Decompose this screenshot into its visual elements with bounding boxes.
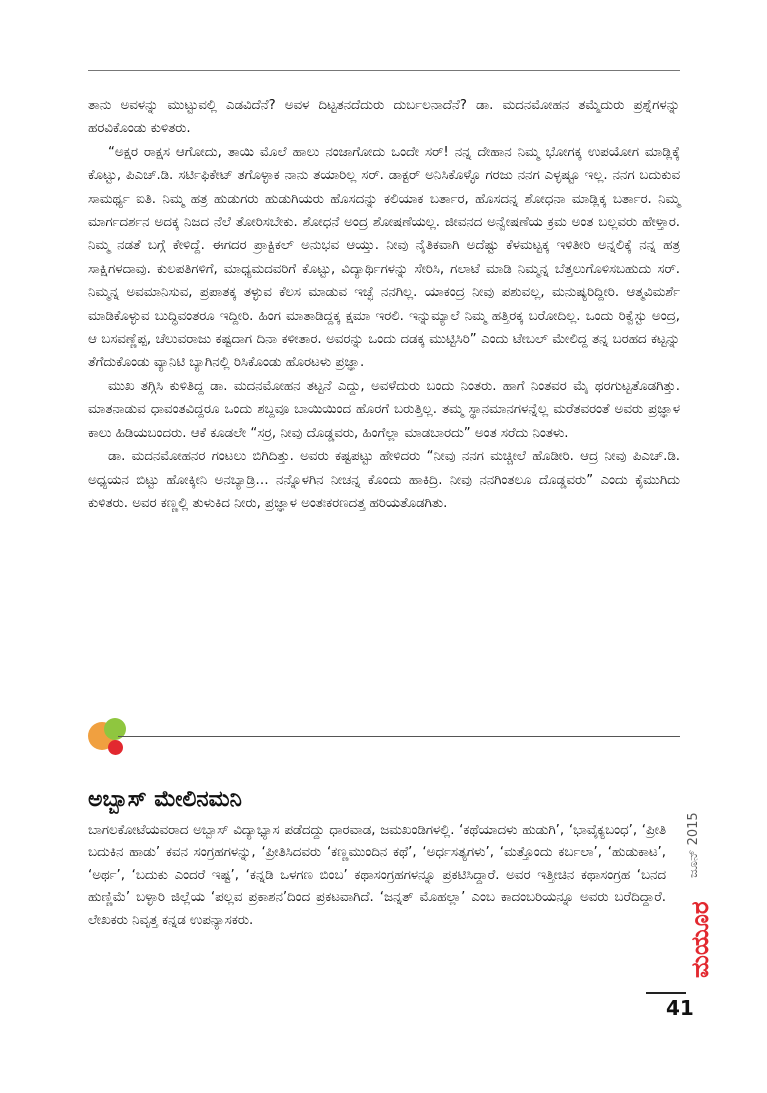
magazine-logo: ಮಯೂರ (686, 901, 714, 979)
author-name-heading: ಅಬ್ಬಾಸ್ ಮೇಲಿನಮನಿ (88, 787, 242, 812)
divider-line (118, 736, 680, 737)
section-divider (88, 718, 680, 758)
page-number: 41 (666, 996, 694, 1020)
page-number-rule (646, 992, 686, 994)
red-dot-ornament (108, 740, 123, 755)
top-rule (88, 70, 680, 71)
story-paragraph: “ಅಕ್ಷರ ರಾಕ್ಷಸ ಆಗೋದು, ತಾಯಿ ಮೊಲೆ ಹಾಲು ನಂಜಾಗೋದು ಒಂದೇ ಸರ್! ನನ್ನ ದೇಹಾನ ನಿಮ್ಮ ಭೋಗಕ್ಕ ಉಪಯೋಗ ಮಾಡ್ಲಿಕ್ಕೆ ಕೊಟ್ಟು, ಪಿಎಚ್.ಡಿ. ಸರ್ಟಿಫಿಕೇಟ್ ತಗೊಳ್ಳಾಕ ನಾನು ತಯಾರಿಲ್ಲ ಸರ್. ಡಾಕ್ಟರ್ ಅನಿಸಿಕೊಳ್ಳೊ ಗರಜು ನನಗ ಎಳ್ಳಷ್ಟೂ ಇಲ್ಲ. ನನಗ ಬದುಕುವ ಸಾಮರ್ಥ್ಯ ಐತಿ. ನಿಮ್ಮ ಹತ್ರ ಹುಡುಗರು ಹುಡುಗಿಯರು ಹೊಸದನ್ನು ಕಲಿಯಾಕ ಬರ್ತಾರ, ಹೊಸದನ್ನ ಶೋಧನಾ ಮಾಡ್ಲಿಕ್ಕ ಬರ್ತಾರ. ನಿಮ್ಮ ಮಾರ್ಗದರ್ಶನ ಅದಕ್ಕ ನಿಜದ ನೆಲೆ ತೋರಿಸಬೇಕು. ಶೋಧನೆ ಅಂದ್ರ ಶೋಷಣೆಯಲ್ಲ. ಜೀವನದ ಅನ್ವೇಷಣೆಯ ಕ್ರಮ ಅಂತ ಬಲ್ಲವರು ಹೇಳ್ತಾರ. ನಿಮ್ಮ ನಡತೆ ಬಗ್ಗೆ ಕೇಳಿದ್ದೆ. ಈಗದರ ಪ್ರಾಕ್ಟಿಕಲ್ ಅನುಭವ ಆಯ್ತು. ನೀವು ನೈತಿಕವಾಗಿ ಅದೆಷ್ಟು ಕೆಳಮಟ್ಟಕ್ಕ ಇಳಿತೀರಿ ಅನ್ನಲಿಕ್ಕೆ ನನ್ನ ಹತ್ರ ಸಾಕ್ಷಿಗಳದಾವು. ಕುಲಪತಿಗಳಿಗೆ, ಮಾಧ್ಯಮದವರಿಗೆ ಕೊಟ್ಟು, ವಿದ್ಯಾರ್ಥಿಗಳನ್ನು ಸೇರಿಸಿ, ಗಲಾಟೆ ಮಾಡಿ ನಿಮ್ಮನ್ನ ಬೆತ್ತಲುಗೊಳಿಸಬಹುದು ಸರ್. ನಿಮ್ಮನ್ನ ಅವಮಾನಿಸುವ, ಪ್ರಪಾತಕ್ಕ ತಳ್ಳುವ ಕೆಲಸ ಮಾಡುವ ಇಚ್ಛೆ ನನಗಿಲ್ಲ. ಯಾಕಂದ್ರ ನೀವು ಪಶುವಲ್ಲ, ಮನುಷ್ಯರಿದ್ದೀರಿ. ಆತ್ಮವಿಮರ್ಶೆ ಮಾಡಿಕೊಳ್ಳುವ ಬುದ್ಧಿವಂತರೂ ಇದ್ದೀರಿ. ಹಿಂಗ ಮಾತಾಡಿದ್ದಕ್ಕ ಕ್ಷಮಾ ಇರಲಿ. ಇನ್ನುಮ್ಯಾಲೆ ನಿಮ್ಮ ಹತ್ತಿರಕ್ಕ ಬರೋದಿಲ್ಲ. ಒಂದು ರಿಕ್ವೆಸ್ಟು ಅಂದ್ರ, ಆ ಬಸವಣ್ಣೆಪ್ಪ, ಚೆಲುವರಾಜು ಕಷ್ಟದಾಗ ದಿನಾ ಕಳೀತಾರ. ಅವರನ್ನು ಒಂದು ದಡಕ್ಕ ಮುಟ್ಟಿಸಿರಿ” ಎಂದು ಟೇಬಲ್ ಮೇಲಿದ್ದ ತನ್ನ ಬರಹದ ಕಟ್ಟನ್ನು ತೆಗೆದುಕೊಂಡು ವ್ಯಾನಿಟಿ ಬ್ಯಾಗಿನಲ್ಲಿ ರಿಸಿಕೊಂಡು ಹೊರಟಳು ಪ್ರಜ್ಞಾ. (88, 144, 680, 371)
magazine-sidebar (686, 800, 714, 985)
story-text (88, 94, 680, 515)
issue-date: ಜೂನ್ 2015 (686, 812, 701, 878)
story-paragraph: ಮುಖ ತಗ್ಗಿಸಿ ಕುಳಿತಿದ್ದ ಡಾ. ಮದನಮೋಹನ ತಟ್ಟನೆ ಎದ್ದು, ಅವಳೆದುರು ಬಂದು ನಿಂತರು. ಹಾಗೆ ನಿಂತವರ ಮೈ ಥರಗುಟ್ಟತೊಡಗಿತ್ತು. ಮಾತನಾಡುವ ಧಾವಂತವಿದ್ದರೂ ಒಂದು ಶಬ್ದವೂ ಬಾಯಿಯಿಂದ ಹೊರಗೆ ಬರುತ್ತಿಲ್ಲ. ತಮ್ಮ ಸ್ಥಾನಮಾನಗಳನ್ನೆಲ್ಲ ಮರೆತವರಂತೆ ಅವರು ಪ್ರಜ್ಞಾಳ ಕಾಲು ಹಿಡಿಯಬಂದರು. ಆಕೆ ಕೂಡಲೇ “ಸರ್ರ, ನೀವು ದೊಡ್ಡವರು, ಹಿಂಗೆಲ್ಲಾ ಮಾಡಬಾರದು” ಅಂತ ಸರೆದು ನಿಂತಳು. (88, 378, 680, 441)
author-bio: ಬಾಗಲಕೋಟೆಯವರಾದ ಅಬ್ಬಾಸ್ ವಿದ್ಯಾಭ್ಯಾಸ ಪಡೆದದ್ದು ಧಾರವಾಡ, ಜಮಖಂಡಿಗಳಲ್ಲಿ. ‘ಕಥೆಯಾದಳು ಹುಡುಗಿ’, ‘ಭಾವೈಕ್ಯಬಂಧ’, ‘ಪ್ರೀತಿ ಬದುಕಿನ ಹಾಡು’ ಕವನ ಸಂಗ್ರಹಗಳನ್ನು, ‘ಪ್ರೀತಿಸಿದವರು ‘ಕಣ್ಣಮುಂದಿನ ಕಥೆ’, ‘ಅರ್ಧಸತ್ಯಗಳು’, ‘ಮತ್ತೊಂದು ಕರ್ಬಲಾ’, ‘ಹುಡುಕಾಟ’, ‘ಅರ್ಥ’, ‘ಬದುಕು ಎಂದರೆ ಇಷ್ಟ’, ‘ಕನ್ನಡಿ ಒಳಗಣ ಬಿಂಬ’ ಕಥಾಸಂಗ್ರಹಗಳನ್ನೂ ಪ್ರಕಟಿಸಿದ್ದಾರೆ. ಅವರ ಇತ್ತೀಚಿನ ಕಥಾಸಂಗ್ರಹ ‘ಬನದ ಹುಣ್ಣಿಮೆ’ ಬಳ್ಳಾರಿ ಜಿಲ್ಲೆಯ ‘ಪಲ್ಲವ ಪ್ರಕಾಶನ’ದಿಂದ ಪ್ರಕಟವಾಗಿದೆ. ‘ಜನ್ನತ್ ಮೊಹಲ್ಲಾ’ ಎಂಬ ಕಾದಂಬರಿಯನ್ನೂ ಅವರು ಬರೆದಿದ್ದಾರೆ. ಲೇಖಕರು ನಿವೃತ್ತ ಕನ್ನಡ ಉಪನ್ಯಾಸಕರು. (88, 823, 666, 928)
story-paragraph: ತಾನು ಅವಳನ್ನು ಮುಟ್ಟುವಲ್ಲಿ ಎಡವಿದೆನೆ? ಅವಳ ದಿಟ್ಟತನದೆದುರು ದುರ್ಬಲನಾದೆನೆ? ಡಾ. ಮದನಮೋಹನ ತಮ್ಮೆದುರು ಪ್ರಶ್ನೆಗಳನ್ನು ಹರವಿಕೊಂಡು ಕುಳಿತರು. (88, 98, 680, 137)
story-paragraph: ಡಾ. ಮದನಮೋಹನರ ಗಂಟಲು ಬಿಗಿದಿತ್ತು. ಅವರು ಕಷ್ಟಪಟ್ಟು ಹೇಳಿದರು “ನೀವು ನನಗ ಮಚ್ಚೀಲೆ ಹೊಡೀರಿ. ಆದ್ರ ನೀವು ಪಿಎಚ್.ಡಿ. ಅಧ್ಯಯನ ಬಿಟ್ಟು ಹೋಕ್ಕೀನಿ ಅನಬ್ಯಾಡ್ರಿ… ನನ್ನೊಳಗಿನ ನೀಚನ್ನ ಕೊಂದು ಹಾಕಿದ್ರಿ. ನೀವು ನನಗಿಂತಲೂ ದೊಡ್ಡವರು” ಎಂದು ಕೈಮುಗಿದು ಕುಳಿತರು. ಅವರ ಕಣ್ಣಲ್ಲಿ ತುಳುಕಿದ ನೀರು, ಪ್ರಜ್ಞಾಳ ಅಂತಃಕರಣದತ್ತ ಹರಿಯತೊಡಗಿತು. (88, 449, 680, 511)
